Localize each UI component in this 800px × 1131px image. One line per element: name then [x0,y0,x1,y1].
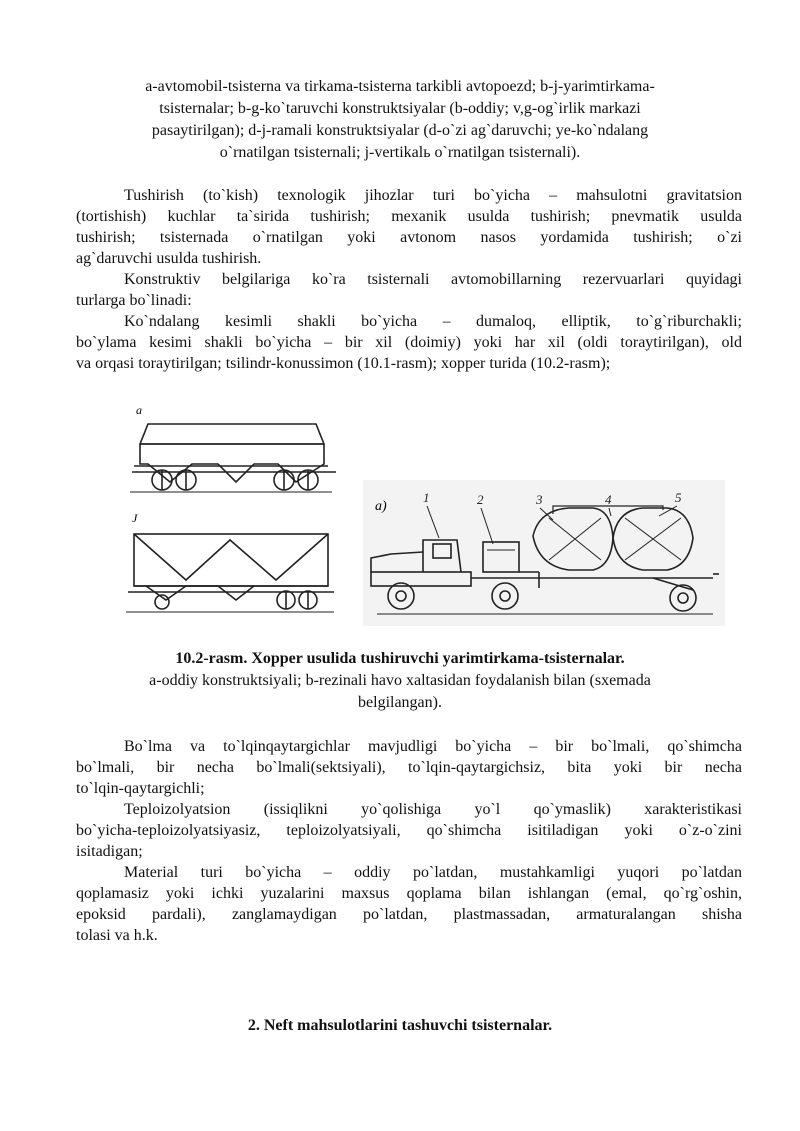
text-line: epoksid pardali), zanglamaydigan po`latdan, plastmassadan, armaturalangan shisha [76,906,742,923]
caption-top-line: tsisternalar; b-g-ko`taruvchi konstruktsiyalar (b-oddiy; v,g-og`irlik markazi [159,100,641,117]
hopper-schematics-figure [126,400,336,620]
text-line: Bo`lma va to`lqinqaytargichlar mavjudligi bo`yicha – bir bo`lmali, qo`shimcha [124,738,742,755]
caption-top-line: o`rnatilgan tsisternali; j-vertikalь o`rnatilgan tsisternali). [219,144,581,161]
callout-1: 1 [423,490,430,505]
figure-caption [80,648,720,714]
tank-truck-figure [363,480,725,626]
text-line: Material turi bo`yicha – oddiy po`latdan, mustahkamligi yuqori po`latdan [124,864,742,881]
text-line: Konstruktiv belgilariga ko`ra tsisternali avtomobillarning rezervuarlari quyidagi [124,271,742,288]
callout-3: 3 [536,492,543,507]
caption-top-line: a-avtomobil-tsisterna va tirkama-tsisterna tarkibli avtopoezd; b-j-yarimtirkama- [145,78,655,95]
text-line: tolasi va h.k. [76,927,158,944]
paragraph-insulation [76,799,742,862]
text-line: va orqasi toraytirilgan; tsilindr-konussimon (10.1-rasm); xopper turida (10.2-rasm); [76,355,611,372]
figure-label-a-right: a) [375,499,387,514]
text-line: bo`yicha-teploizolyatsiyasiz, teploizolyatsiyali, qo`shimcha isitiladigan yoki o`z-o`zini [76,822,742,839]
figure-label-b: J [132,511,138,525]
paragraph-cross-section [76,311,742,374]
paragraph-unloading [76,185,742,269]
text-line: to`lqin-qaytargichli; [76,780,205,797]
hopper-wagon-b [126,534,334,612]
caption-top [90,76,710,164]
figure-caption-line: a-oddiy konstruktsiyali; b-rezinali havo xaltasidan foydalanish bilan (sxemada [149,672,651,689]
caption-top-line: pasaytirilgan); d-j-ramali konstruktsiyalar (d-o`zi ag`daruvchi; ye-ko`ndalang [151,122,649,139]
text-line: qoplamasiz yoki ichki yuzalarini maxsus qoplama bilan ishlangan (emal, qo`rg`oshin, [76,885,742,902]
text-line: (tortishish) kuchlar ta`sirida tushirish; mexanik usulda tushirish; pnevmatik usulda [76,208,742,225]
text-line: turlarga bo`linadi: [76,292,192,309]
paragraph-compartments [76,736,742,799]
section-heading: 2. Neft mahsulotlarini tashuvchi tsisternalar. [247,1017,553,1034]
text-line: Teploizolyatsion (issiqlikni yo`qolishiga yo`l qo`ymaslik) xarakteristikasi [124,801,742,818]
text-line: Tushirish (to`kish) texnologik jihozlar turi bo`yicha – mahsulotni gravitatsion [124,187,742,204]
figure-caption-line: belgilangan). [358,694,442,711]
text-line: ag`daruvchi usulda tushirish. [76,250,262,267]
text-line: tushirish; tsisternada o`rnatilgan yoki avtonom nasos yordamida tushirish; o`zi [76,229,742,246]
callout-2: 2 [477,492,484,507]
callout-5: 5 [675,490,682,505]
callout-4: 4 [605,492,612,507]
hopper-wagon-a [130,424,336,492]
text-line: isitadigan; [76,843,143,860]
text-line: bo`ylama kesimi shakli bo`yicha – bir xil (doimiy) yoki har xil (oldi toraytirilgan), old [76,334,742,351]
text-line: bo`lmali, bir necha bo`lmali(sektsiyali), to`lqin-qaytargichsiz, bita yoki bir necha [76,759,742,776]
text-line: Ko`ndalang kesimli shakli bo`yicha – dumaloq, elliptik, to`g`riburchakli; [124,313,742,330]
paragraph-construction [76,269,742,311]
figure-caption-title: 10.2-rasm. Xopper usulida tushiruvchi yarimtirkama-tsisternalar. [175,650,625,667]
figure-label-a: a [136,403,142,417]
paragraph-material [76,862,742,946]
